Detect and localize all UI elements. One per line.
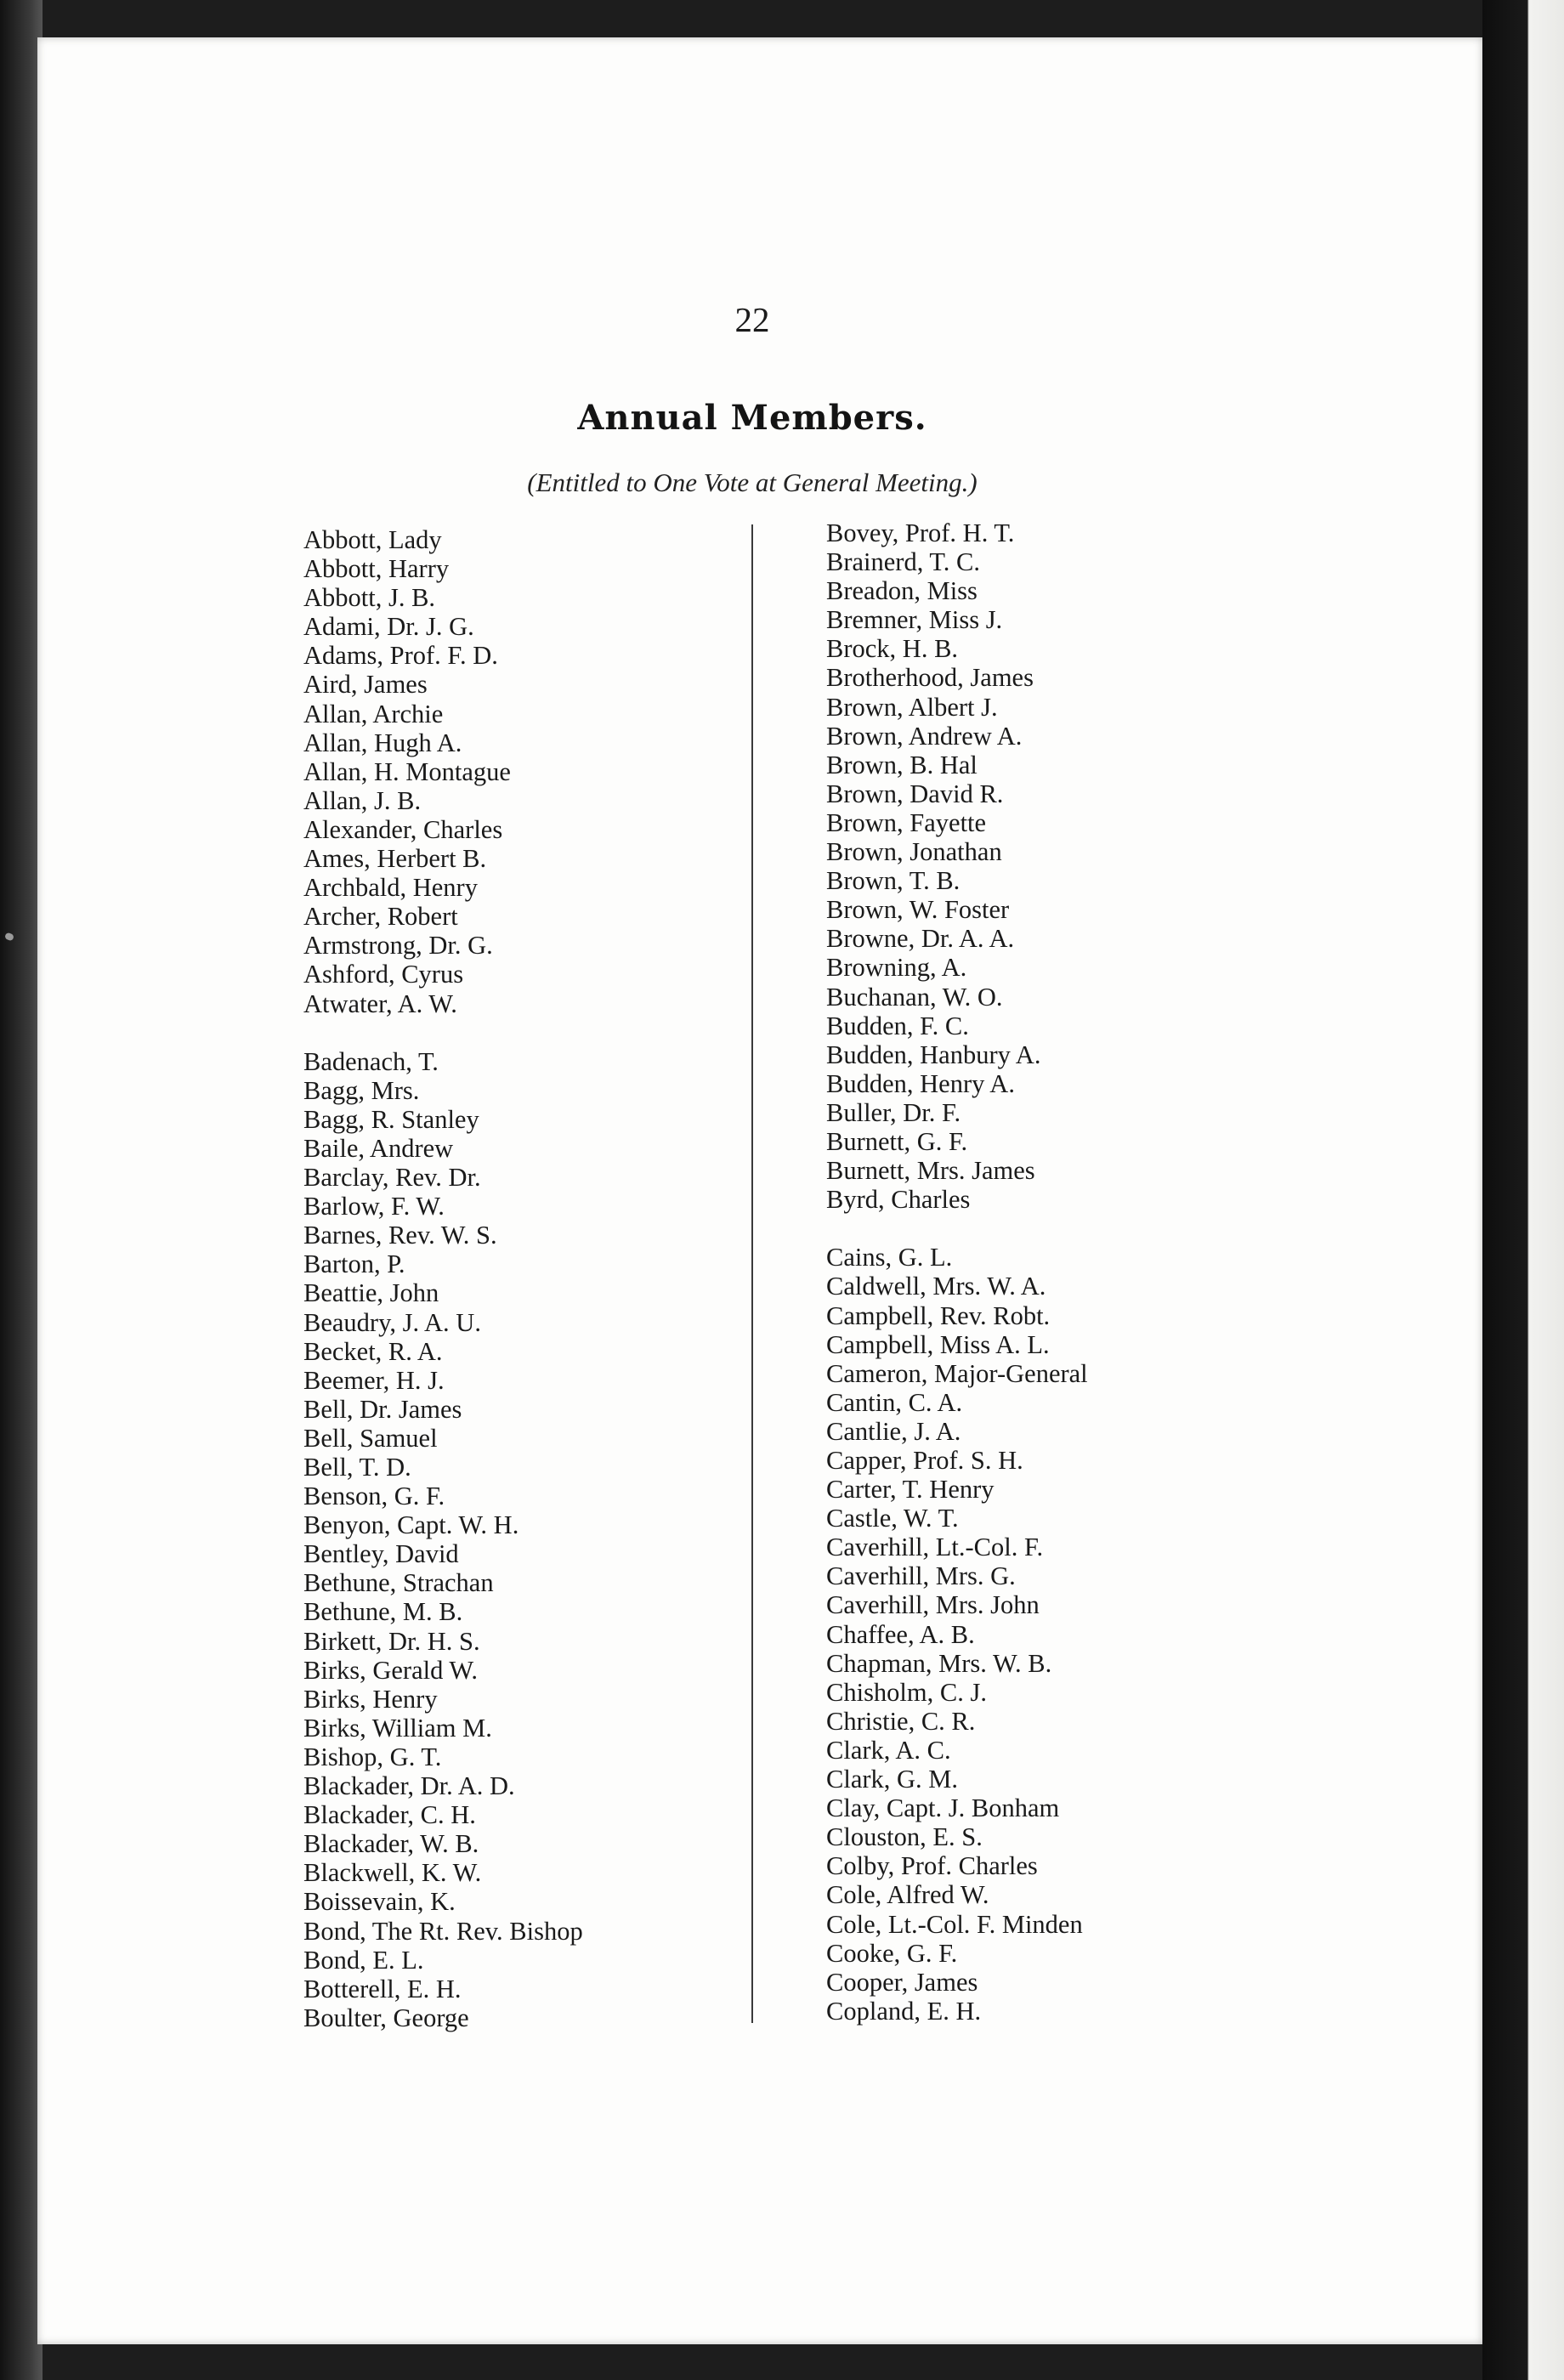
member-entry: Bethune, Strachan: [303, 1568, 494, 1598]
member-entry: Baile, Andrew: [303, 1133, 454, 1163]
member-entry: Clark, G. M.: [826, 1765, 959, 1794]
member-entry: Bethune, M. B.: [303, 1597, 463, 1627]
members-list-right-column: [826, 518, 1088, 2026]
member-entry: Chaffee, A. B.: [826, 1619, 975, 1649]
member-entry: Cooper, James: [826, 1967, 978, 1997]
member-entry: Bell, T. D.: [303, 1453, 411, 1482]
member-entry: Cains, G. L.: [826, 1243, 953, 1272]
member-entry: Copland, E. H.: [826, 1996, 982, 2026]
member-entry: Barton, P.: [303, 1250, 405, 1279]
member-entry: Cameron, Major-General: [826, 1358, 1088, 1388]
member-entry: Castle, W. T.: [826, 1504, 959, 1533]
member-entry: Allan, Archie: [303, 699, 444, 728]
member-entry: Clouston, E. S.: [826, 1822, 983, 1852]
list-spacer: [303, 1018, 583, 1047]
member-entry: Brown, Andrew A.: [826, 721, 1023, 751]
member-entry: Armstrong, Dr. G.: [303, 931, 493, 960]
member-entry: Bremner, Miss J.: [826, 605, 1003, 635]
member-entry: Ames, Herbert B.: [303, 844, 487, 874]
page-number: 22: [734, 300, 770, 339]
member-entry: Clay, Capt. J. Bonham: [826, 1794, 1060, 1823]
member-entry: Beemer, H. J.: [303, 1365, 445, 1395]
member-entry: Atwater, A. W.: [303, 989, 457, 1018]
member-entry: Budden, Henry A.: [826, 1068, 1015, 1098]
member-entry: Brainerd, T. C.: [826, 547, 980, 577]
member-entry: Allan, J. B.: [303, 785, 422, 815]
section-subheading: (Entitled to One Vote at General Meeting.): [527, 468, 978, 497]
member-entry: Byrd, Charles: [826, 1185, 971, 1215]
member-entry: Barnes, Rev. W. S.: [303, 1221, 497, 1250]
member-entry: Caverhill, Lt.-Col. F.: [826, 1533, 1044, 1562]
member-entry: Brown, David R.: [826, 779, 1004, 808]
member-entry: Badenach, T.: [303, 1046, 439, 1076]
member-entry: Budden, F. C.: [826, 1011, 969, 1040]
member-entry: Buller, Dr. F.: [826, 1097, 961, 1127]
member-entry: Campbell, Rev. Robt.: [826, 1300, 1051, 1330]
member-entry: Cooke, G. F.: [826, 1938, 958, 1968]
member-entry: Cantlie, J. A.: [826, 1416, 961, 1446]
member-entry: Breadon, Miss: [826, 576, 978, 606]
member-entry: Bagg, R. Stanley: [303, 1104, 479, 1134]
member-entry: Boulter, George: [303, 2003, 469, 2032]
member-entry: Burnett, Mrs. James: [826, 1156, 1035, 1186]
member-entry: Campbell, Miss A. L.: [826, 1329, 1050, 1359]
member-entry: Allan, H. Montague: [303, 756, 511, 786]
member-entry: Brown, Albert J.: [826, 692, 998, 722]
member-entry: Benyon, Capt. W. H.: [303, 1510, 519, 1540]
member-entry: Buchanan, W. O.: [826, 982, 1003, 1012]
member-entry: Becket, R. A.: [303, 1336, 443, 1366]
member-entry: Blackwell, K. W.: [303, 1858, 482, 1888]
member-entry: Abbott, J. B.: [303, 583, 436, 613]
member-entry: Chapman, Mrs. W. B.: [826, 1648, 1052, 1678]
member-entry: Browning, A.: [826, 953, 967, 983]
member-entry: Bovey, Prof. H. T.: [826, 518, 1015, 547]
member-entry: Ashford, Cyrus: [303, 960, 464, 989]
list-spacer: [826, 1214, 1088, 1243]
member-entry: Benson, G. F.: [303, 1482, 445, 1511]
member-entry: Beaudry, J. A. U.: [303, 1307, 481, 1337]
member-entry: Bell, Dr. James: [303, 1394, 462, 1424]
member-entry: Caverhill, Mrs. G.: [826, 1561, 1016, 1591]
member-entry: Birks, Gerald W.: [303, 1655, 479, 1685]
member-entry: Budden, Hanbury A.: [826, 1040, 1041, 1069]
members-list-left-column: [303, 525, 583, 2032]
member-entry: Boissevain, K.: [303, 1887, 456, 1917]
member-entry: Christie, C. R.: [826, 1706, 976, 1736]
member-entry: Brown, T. B.: [826, 866, 960, 896]
member-entry: Birks, William M.: [303, 1713, 492, 1742]
member-entry: Bagg, Mrs.: [303, 1075, 420, 1105]
section-heading: Annual Members.: [577, 398, 927, 438]
member-entry: Cole, Lt.-Col. F. Minden: [826, 1909, 1083, 1939]
member-entry: Brown, Jonathan: [826, 837, 1002, 867]
member-entry: Brock, H. B.: [826, 634, 959, 664]
member-entry: Capper, Prof. S. H.: [826, 1446, 1023, 1475]
member-entry: Blackader, Dr. A. D.: [303, 1771, 515, 1801]
member-entry: Brown, W. Foster: [826, 895, 1010, 925]
member-entry: Carter, T. Henry: [826, 1475, 994, 1504]
member-entry: Bond, The Rt. Rev. Bishop: [303, 1916, 583, 1946]
member-entry: Cantin, C. A.: [826, 1387, 963, 1417]
member-entry: Brown, Fayette: [826, 808, 987, 837]
binding-edge: [0, 0, 42, 2380]
member-entry: Browne, Dr. A. A.: [826, 924, 1015, 954]
member-entry: Chisholm, C. J.: [826, 1677, 987, 1707]
member-entry: Beattie, John: [303, 1278, 439, 1308]
book-page: [37, 37, 1482, 2344]
member-entry: Blackader, C. H.: [303, 1800, 476, 1830]
member-entry: Cole, Alfred W.: [826, 1880, 989, 1910]
member-entry: Birkett, Dr. H. S.: [303, 1626, 480, 1656]
member-entry: Abbott, Harry: [303, 554, 450, 584]
member-entry: Archbald, Henry: [303, 873, 478, 903]
member-entry: Colby, Prof. Charles: [826, 1851, 1038, 1881]
member-entry: Caverhill, Mrs. John: [826, 1590, 1040, 1620]
member-entry: Botterell, E. H.: [303, 1974, 462, 2003]
member-entry: Bentley, David: [303, 1539, 459, 1569]
member-entry: Bishop, G. T.: [303, 1742, 442, 1771]
member-entry: Bell, Samuel: [303, 1423, 438, 1453]
facing-page-edge: [1482, 0, 1564, 2380]
member-entry: Birks, Henry: [303, 1684, 438, 1714]
member-entry: Aird, James: [303, 670, 428, 700]
member-entry: Brotherhood, James: [826, 663, 1034, 693]
member-entry: Bond, E. L.: [303, 1945, 424, 1975]
member-entry: Burnett, G. F.: [826, 1126, 968, 1156]
member-entry: Alexander, Charles: [303, 814, 503, 844]
member-entry: Adams, Prof. F. D.: [303, 641, 498, 671]
member-entry: Archer, Robert: [303, 902, 458, 932]
member-entry: Caldwell, Mrs. W. A.: [826, 1272, 1046, 1301]
column-divider: [751, 524, 753, 2023]
member-entry: Barlow, F. W.: [303, 1192, 445, 1221]
member-entry: Allan, Hugh A.: [303, 728, 462, 757]
member-entry: Adami, Dr. J. G.: [303, 612, 474, 642]
member-entry: Brown, B. Hal: [826, 750, 978, 779]
member-entry: Blackader, W. B.: [303, 1829, 479, 1859]
member-entry: Clark, A. C.: [826, 1735, 951, 1765]
member-entry: Abbott, Lady: [303, 525, 442, 554]
member-entry: Barclay, Rev. Dr.: [303, 1163, 481, 1193]
